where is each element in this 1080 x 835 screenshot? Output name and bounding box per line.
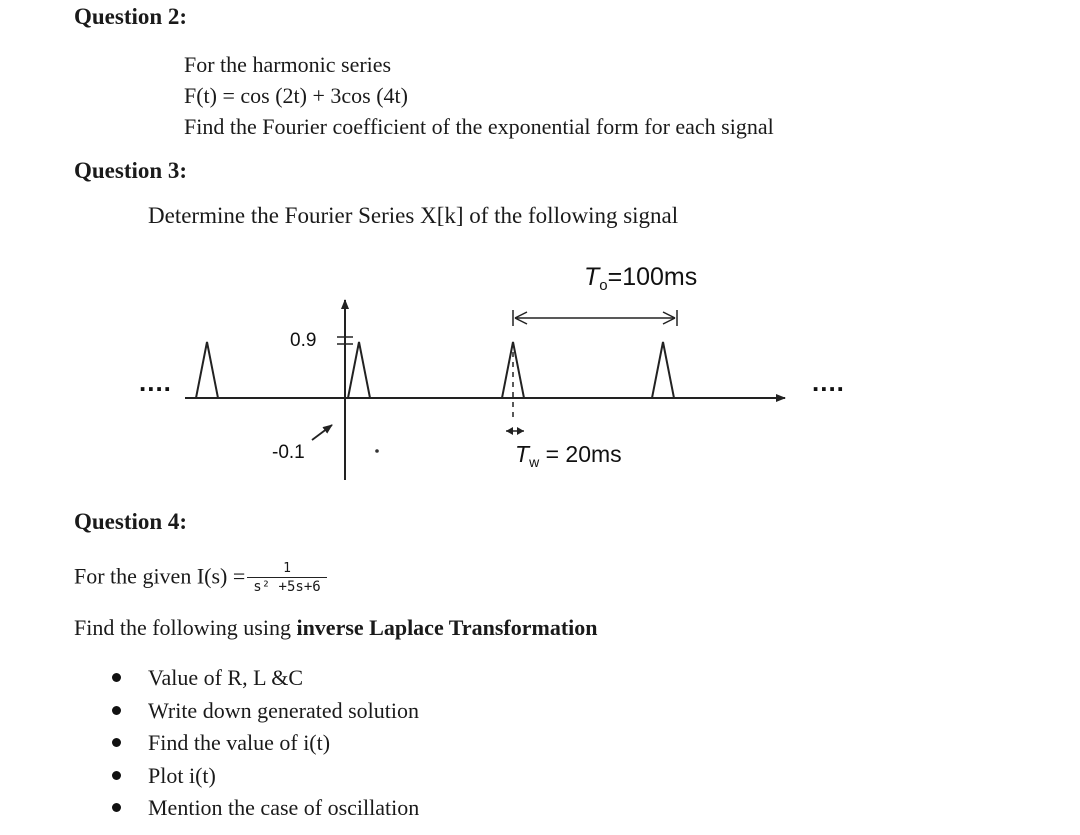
trough-label: -0.1 bbox=[272, 442, 305, 463]
dots-right: .... bbox=[812, 367, 845, 397]
q3-intro: Determine the Fourier Series X[k] of the following signal bbox=[148, 203, 679, 228]
width-arrow-right bbox=[517, 427, 524, 435]
q4-fraction-denominator: s² +5s+6 bbox=[247, 577, 326, 596]
peak-label: 0.9 bbox=[290, 330, 317, 351]
bullet-icon bbox=[112, 771, 121, 780]
q4-find-prefix: Find the following using bbox=[74, 615, 297, 640]
q2-line-2: F(t) = cos (2t) + 3cos (4t) bbox=[184, 83, 408, 108]
q2-heading: Question 2: bbox=[74, 4, 188, 29]
list-item: Find the value of i(t) bbox=[110, 727, 419, 760]
list-item: Write down generated solution bbox=[110, 695, 419, 728]
period-label: $T_o=100ms$ bbox=[584, 263, 698, 294]
bullet-icon bbox=[112, 673, 121, 682]
bullet-icon bbox=[112, 706, 121, 715]
q4-given-prefix: For the given I(s) = bbox=[74, 563, 246, 589]
width-label: $T_w = 20ms$ bbox=[515, 441, 622, 470]
trough-arrow bbox=[312, 425, 332, 440]
q2-line-3: Find the Fourier coefficient of the exponential form for each signal bbox=[184, 114, 774, 139]
q4-task-list bbox=[110, 662, 419, 825]
bullet-icon bbox=[112, 803, 121, 812]
bullet-icon bbox=[112, 738, 121, 747]
list-item: Mention the case of oscillation bbox=[110, 792, 419, 825]
dots-left: .... bbox=[139, 367, 172, 397]
stray-dot bbox=[375, 449, 379, 453]
width-arrow-left bbox=[506, 427, 513, 435]
q4-heading: Question 4: bbox=[74, 509, 188, 534]
q4-find-bold: inverse Laplace Transformation bbox=[296, 615, 598, 640]
q4-given-line bbox=[74, 561, 327, 596]
list-item: Value of R, L &C bbox=[110, 662, 419, 695]
q4-find-line bbox=[74, 615, 598, 641]
signal-waveform bbox=[185, 342, 690, 398]
list-item: Plot i(t) bbox=[110, 760, 419, 793]
q3-heading: Question 3: bbox=[74, 158, 188, 183]
q4-fraction bbox=[247, 561, 326, 596]
q2-line-1: For the harmonic series bbox=[184, 52, 392, 77]
q4-fraction-numerator: 1 bbox=[283, 561, 291, 576]
